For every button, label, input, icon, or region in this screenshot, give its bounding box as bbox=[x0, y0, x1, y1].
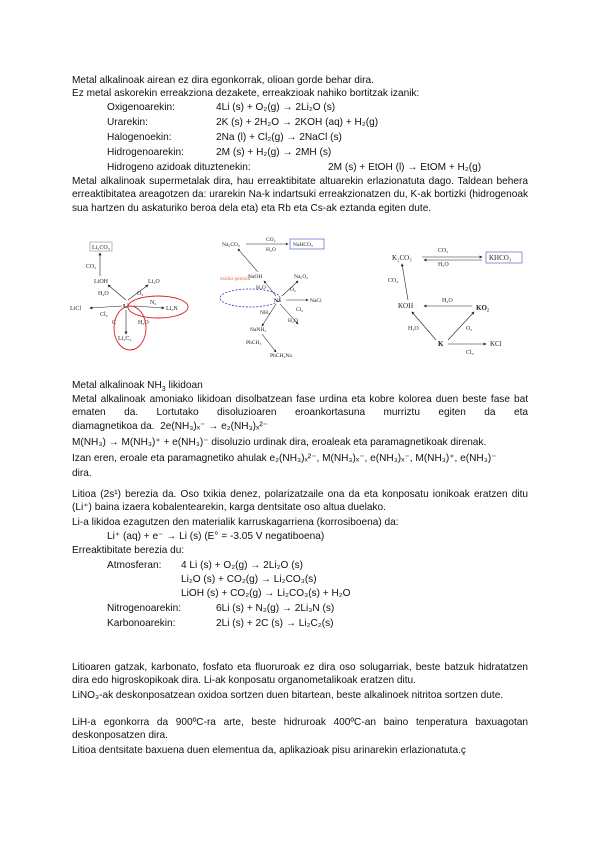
atmosphere-label: Atmosferan: bbox=[107, 560, 162, 571]
lithium-equation-1: Li⁺ (aq) + e⁻ → Li (s) (E° = -3.05 V negatiboena) bbox=[107, 531, 325, 542]
li-node-n2: N₂ bbox=[150, 300, 157, 306]
atmosphere-eq-1: 4 Li (s) + O₂(g) → 2Li₂O (s) bbox=[181, 560, 303, 571]
carbon-label: Karbonoarekin: bbox=[107, 618, 176, 629]
k-node-h2o: H₂O bbox=[438, 262, 449, 268]
lithium-paragraph-3: Erreaktibitate berezia du: bbox=[72, 545, 185, 556]
li-node-o2: O₂ bbox=[137, 291, 144, 297]
reaction-label-acid: Hidrogeno azidoak dituztenekin: bbox=[107, 162, 251, 173]
ammonia-p2-rest: disoluzio urdinak dira, eroaleak eta paramagnetikoak direnak. bbox=[208, 437, 487, 448]
potassium-reaction-diagram bbox=[378, 238, 528, 358]
ammonia-title-main: Metal alkalinoak NH bbox=[72, 380, 162, 391]
na-node-naoh: NaOH bbox=[248, 274, 263, 280]
li-node-li2co3: Li₂CO₃ bbox=[92, 245, 110, 251]
lithium-reaction-diagram bbox=[60, 238, 195, 360]
k-node-k: K bbox=[438, 340, 444, 348]
k-node-koh: KOH bbox=[398, 302, 414, 310]
reaction-eq-halogen: 2Na (l) + Cl₂(g) → 2NaCl (s) bbox=[216, 132, 342, 143]
na-node-na2o2: Na₂O₂ bbox=[294, 274, 309, 280]
ammonia-title-sub: 3 bbox=[161, 386, 166, 394]
ammonia-p1-last: diamagnetikoa da. bbox=[72, 421, 155, 432]
salts-paragraph-4: Litioa dentsitate baxuena duen elementua da, aplikazioak pisu arinarekin erlazionatuta.ç bbox=[72, 745, 466, 756]
li-red-ellipse-2 bbox=[114, 306, 146, 350]
ammonia-p2-eq: M(NH₃) → M(NH₃)⁺ + e(NH₃)⁻ bbox=[72, 437, 209, 448]
k-node-kcl: KCl bbox=[490, 340, 502, 348]
li-node-c: C bbox=[112, 320, 117, 326]
na-node-h2o-3: H₂O bbox=[288, 318, 298, 324]
ammonia-p1-eq: 2e(NH₃)ₓ⁻ → e₂(NH₃)ₓ²⁻ bbox=[160, 421, 269, 432]
reaction-eq-hydrogen: 2M (s) + H₂(g) → 2MH (s) bbox=[216, 147, 332, 158]
na-node-phch2na: PhCH₂Na bbox=[270, 353, 292, 359]
ammonia-paragraph-3-end: dira. bbox=[72, 468, 92, 479]
reaction-eq-acid: 2M (s) + EtOH (l) → EtOM + H₂(g) bbox=[328, 162, 482, 173]
nitrogen-eq: 6Li (s) + N₂(g) → 2Li₃N (s) bbox=[216, 603, 335, 614]
reaction-eq-oxygen: 4Li (s) + O₂(g) → 2Li₂O (s) bbox=[216, 102, 336, 113]
lithium-paragraph-1: Litioa (2s¹) berezia da. Oso txikia denez, polarizatzaile ona da eta konposatu ionikoak eratzen ditu (Li⁺) baina izaera kobalentearekin, karga dentsitate oso altua duelako. bbox=[72, 489, 528, 514]
k-node-h2o-2: H₂O bbox=[442, 298, 453, 304]
li-node-li2c2: Li₂C₂ bbox=[118, 336, 132, 342]
intro-line-1: Metal alkalinoak airean ez dira egonkorrak, olioan gorde behar dira. bbox=[72, 75, 374, 86]
k-node-co2: CO₂ bbox=[438, 248, 449, 254]
ammonia-title-end: likidoan bbox=[165, 380, 203, 391]
li-node-li3n: Li₃N bbox=[166, 306, 178, 312]
na-node-nacl: NaCl bbox=[310, 298, 322, 304]
salts-paragraph-1: Litioaren gatzak, karbonato, fosfato eta fluoruroak ez dira oso solugarriak, beste batzuk hidratatzen dira edo higroskopikoak dira. Li-ak konposatu organometalikoak eratzen ditu. bbox=[72, 662, 528, 687]
k-node-co2-2: CO₂ bbox=[388, 278, 399, 284]
carbon-eq: 2Li (s) + 2C (s) → Li₂C₂(s) bbox=[216, 618, 334, 629]
na-node-phch3: PhCH₃ bbox=[246, 340, 262, 346]
salts-paragraph-2: LiNO₃-ak deskonposatzean oxidoa sortzen duen bitartean, beste alkalinoek nitritoa sortzen dute. bbox=[72, 690, 504, 701]
li-node-h2o-2: H₂O bbox=[138, 320, 149, 326]
nitrogen-label: Nitrogenoarekin: bbox=[107, 603, 182, 614]
sodium-reaction-diagram bbox=[218, 236, 333, 361]
k-node-cl2: Cl₂ bbox=[466, 350, 474, 356]
li-node-li: Li bbox=[123, 304, 129, 310]
intro-line-2: Ez metal askorekin erreakziona dezakete, erreakzioak nahiko bortitzak izanik: bbox=[72, 88, 420, 99]
li-node-licl: LiCl bbox=[70, 306, 82, 312]
reaction-label-hydrogen: Hidrogenoarekin: bbox=[107, 147, 184, 158]
ammonia-title bbox=[72, 379, 203, 392]
salts-paragraph-3: LiH-a egonkorra da 900ºC-ra arte, beste hidruroak 400ºC-an baino tenperatura baxuagotan deskonposatzen dira. bbox=[72, 717, 528, 742]
atmosphere-eq-2: Li₂O (s) + CO₂(g) → Li₂CO₃(s) bbox=[181, 574, 317, 585]
li-red-ellipse bbox=[128, 296, 188, 318]
k-node-k2co3: K₂CO₃ bbox=[392, 254, 412, 262]
reaction-label-oxygen: Oxigenoarekin: bbox=[107, 102, 175, 113]
lithium-paragraph-2: Li-a likidoa ezagutzen den materialik karruskagarriena (korrosiboena) da: bbox=[72, 517, 399, 528]
reaction-label-halogen: Halogenoekin: bbox=[107, 132, 172, 143]
na-node-co2: CO₂ bbox=[266, 237, 276, 243]
ammonia-paragraph-1: Metal alkalinoak amoniako likidoan disolbatzean fase urdina eta kobre kolorea duen beste fase bat ematen da. Lortutako disoluzioaren eroankortasuna murriztu egiten da eta bbox=[72, 394, 528, 419]
na-annotation: oxidoz peroxid bbox=[220, 277, 251, 282]
na-node-nanh2: NaNH₂ bbox=[250, 327, 267, 333]
k-node-khco3: KHCO₃ bbox=[489, 254, 512, 262]
k-node-h2o-3: H₂O bbox=[408, 326, 419, 332]
na-node-cl2: Cl₂ bbox=[296, 307, 304, 313]
superbasic-paragraph: Metal alkalinoak supermetalak dira, hau erreaktibitate altuarekin erlazionatuta dago. Taldean behera erreaktibitatea areagotzen da: urarekin Na-k indartsuki erreakzionatzen du, K-ak bortizki (hidrogenoak sua hartzen du askaturiko beroa dela eta) eta Rb eta Cs-ak eztanda egiten dute. bbox=[72, 176, 528, 214]
ammonia-paragraph-3: Izan eren, eroale eta paramagnetiko ahulak e₂(NH₃)ₓ²⁻, M(NH₃)ₓ⁻, e(NH₃)ₓ⁻, M(NH₃)⁺, e(NH₃)⁻ bbox=[72, 453, 497, 464]
reaction-label-water: Urarekin: bbox=[107, 117, 148, 128]
li-node-lioh: LiOH bbox=[94, 279, 108, 285]
na-node-na: Na bbox=[274, 298, 281, 304]
na-node-h2o-2: H₂O bbox=[256, 285, 266, 291]
ammonia-paragraph-1-end bbox=[72, 420, 268, 433]
k-node-o2: O₂ bbox=[466, 326, 473, 332]
li-node-cl2: Cl₂ bbox=[100, 312, 108, 318]
ammonia-paragraph-2 bbox=[72, 436, 486, 449]
li-node-h2o: H₂O bbox=[98, 291, 109, 297]
na-blue-ellipse bbox=[220, 289, 280, 307]
k-node-ko2: KO₂ bbox=[476, 304, 489, 312]
reaction-eq-water: 2K (s) + 2H₂O → 2KOH (aq) + H₂(g) bbox=[216, 117, 379, 128]
na-node-na2co3: Na₂CO₃ bbox=[222, 242, 240, 248]
na-node-o2: O₂ bbox=[290, 287, 296, 293]
na-node-h2o: H₂O bbox=[266, 247, 276, 253]
li-node-li2o: Li₂O bbox=[148, 279, 160, 285]
na-node-nahco3: NaHCO₃ bbox=[293, 242, 313, 248]
atmosphere-eq-3: LiOH (s) + CO₂(g) → Li₂CO₃(s) + H₂O bbox=[181, 588, 351, 599]
li-node-co2: CO₂ bbox=[86, 264, 97, 270]
na-node-nh3: NH₃ bbox=[260, 310, 270, 316]
